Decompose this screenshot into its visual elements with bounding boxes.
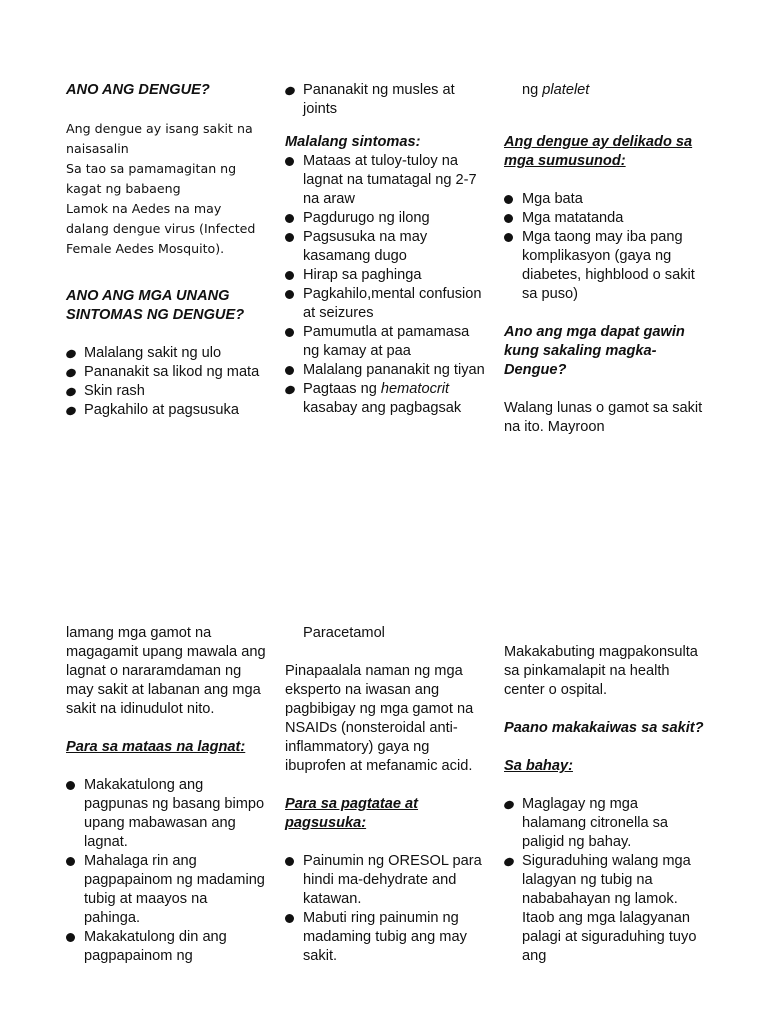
early-symptoms-list <box>66 344 266 420</box>
bullet-icon <box>66 857 75 866</box>
dengue-definition-line: Ang dengue ay isang sakit na <box>66 121 253 136</box>
list-item: Siguraduhing walang mga lalagyan ng tubig na nababahayan ng lamok. Itaob ang mga lalagyanan palagi at siguraduhing tuyo ang <box>504 852 704 966</box>
dengue-definition-line: naisasalin <box>66 141 129 156</box>
list-item: Pagdurugo ng ilong <box>285 209 485 228</box>
list-item: Mga matatanda <box>504 209 704 228</box>
dengue-definition-line: Lamok na Aedes na may <box>66 201 222 216</box>
nsaids-warning-paragraph: Pinapaalala naman ng mga eksperto na iwasan ang pagbibigay ng mga gamot na NSAIDs (nonsteroidal anti-inflammatory) gaya ng ibuprofen at mefanamic acid. <box>285 663 474 774</box>
consult-paragraph: Makakabuting magpakonsulta sa pinkamalapit na health center o ospital. <box>504 644 698 698</box>
heading-pagtatae: Para sa pagtatae at pagsusuka: <box>285 796 419 831</box>
heading-paano-makakaiwas: Paano makakaiwas sa sakit? <box>504 720 704 736</box>
bullet-icon <box>285 857 294 866</box>
bullet-icon <box>65 348 77 359</box>
list-item: Pagkahilo at pagsusuka <box>66 401 266 420</box>
bullet-icon <box>66 933 75 942</box>
bullet-icon <box>65 405 77 416</box>
bullet-icon <box>504 214 513 223</box>
list-item: Mahalaga rin ang pagpapainom ng madaming tubig at maayos na pahinga. <box>66 852 266 928</box>
list-item: Pananakit sa likod ng mata <box>66 363 266 382</box>
dengue-definition-line: dalang dengue virus (Infected <box>66 221 256 236</box>
list-item: Pananakit ng musles at joints <box>285 81 485 119</box>
bullet-icon <box>285 328 294 337</box>
list-item: Hirap sa paghinga <box>285 266 485 285</box>
list-item: Mabuti ring painumin ng madaming tubig ang may sakit. <box>285 909 485 966</box>
bullet-icon <box>285 366 294 375</box>
bullet-icon <box>503 856 515 867</box>
heading-delikado: Ang dengue ay delikado sa mga sumusunod: <box>504 134 693 169</box>
no-cure-paragraph: Walang lunas o gamot sa sakit na ito. Mayroon <box>504 400 703 435</box>
column-1-bottom <box>66 624 266 966</box>
bullet-icon <box>285 271 294 280</box>
list-item: Makakatulong din ang pagpapainom ng <box>66 928 266 966</box>
heading-mataas-na-lagnat: Para sa mataas na lagnat: <box>66 739 246 755</box>
dengue-definition-line: kagat ng babaeng <box>66 181 181 196</box>
list-item: Pagkahilo,mental confusion at seizures <box>285 285 485 323</box>
list-item: Makakatulong ang pagpunas ng basang bimpo upang mabawasan ang lagnat. <box>66 776 266 852</box>
column-3-top <box>504 81 704 437</box>
list-item: Skin rash <box>66 382 266 401</box>
list-item: Malalang pananakit ng tiyan <box>285 361 485 380</box>
list-item: Malalang sakit ng ulo <box>66 344 266 363</box>
diarrhea-care-list <box>285 852 485 966</box>
column-2-bottom <box>285 624 485 966</box>
column-2-top <box>285 81 485 418</box>
list-item: Mataas at tuloy-tuloy na lagnat na tumatagal ng 2-7 na araw <box>285 152 485 209</box>
fever-care-list <box>66 776 266 966</box>
heading-dapat-gawin: Ano ang mga dapat gawin kung sakaling magka- Dengue? <box>504 324 685 378</box>
list-item: Mga bata <box>504 190 704 209</box>
column-3-bottom <box>504 624 704 966</box>
heading-unang-sintomas: ANO ANG MGA UNANG SINTOMAS NG DENGUE? <box>66 288 245 323</box>
list-item: Pagsusuka na may kasamang dugo <box>285 228 485 266</box>
bullet-icon <box>285 914 294 923</box>
bullet-icon <box>66 781 75 790</box>
heading-malalang-sintomas: Malalang sintomas: <box>285 134 421 150</box>
severe-symptoms-list <box>285 152 485 418</box>
list-item: Pamumutla at pamamasa ng kamay at paa <box>285 323 485 361</box>
bullet-icon <box>504 195 513 204</box>
bullet-icon <box>284 384 296 395</box>
bullet-icon <box>285 157 294 166</box>
list-item: Mga taong may iba pang komplikasyon (gaya ng diabetes, highblood o sakit sa puso) <box>504 228 704 304</box>
list-item: Pagtaas ng hematocrit kasabay ang pagbagsak <box>285 380 485 418</box>
bullet-icon <box>504 233 513 242</box>
bullet-icon <box>284 85 296 96</box>
list-item: Maglagay ng mga halamang citronella sa paligid ng bahay. <box>504 795 704 852</box>
bullet-icon <box>285 214 294 223</box>
bullet-icon <box>503 799 515 810</box>
bullet-icon <box>285 290 294 299</box>
column-1-top <box>66 81 266 420</box>
symptoms-continued-list <box>285 81 485 119</box>
dengue-definition-line: Sa tao sa pamamagitan ng <box>66 161 237 176</box>
bullet-icon <box>65 386 77 397</box>
bullet-icon <box>285 233 294 242</box>
dengue-definition-line: Female Aedes Mosquito). <box>66 241 225 256</box>
paracetamol-continuation: Paracetamol <box>303 625 385 641</box>
platelet-continuation: ng platelet <box>522 82 590 98</box>
heading-sa-bahay: Sa bahay: <box>504 758 573 774</box>
list-item: Painumin ng ORESOL para hindi ma-dehydrate and katawan. <box>285 852 485 909</box>
prevention-list <box>504 795 704 966</box>
heading-ano-ang-dengue: ANO ANG DENGUE? <box>66 82 210 98</box>
at-risk-list <box>504 190 704 304</box>
medicine-paragraph: lamang mga gamot na magagamit upang mawala ang lagnat o nararamdaman ng may sakit at labanan ang mga sakit na idinudulot nito. <box>66 625 266 717</box>
bullet-icon <box>65 367 77 378</box>
